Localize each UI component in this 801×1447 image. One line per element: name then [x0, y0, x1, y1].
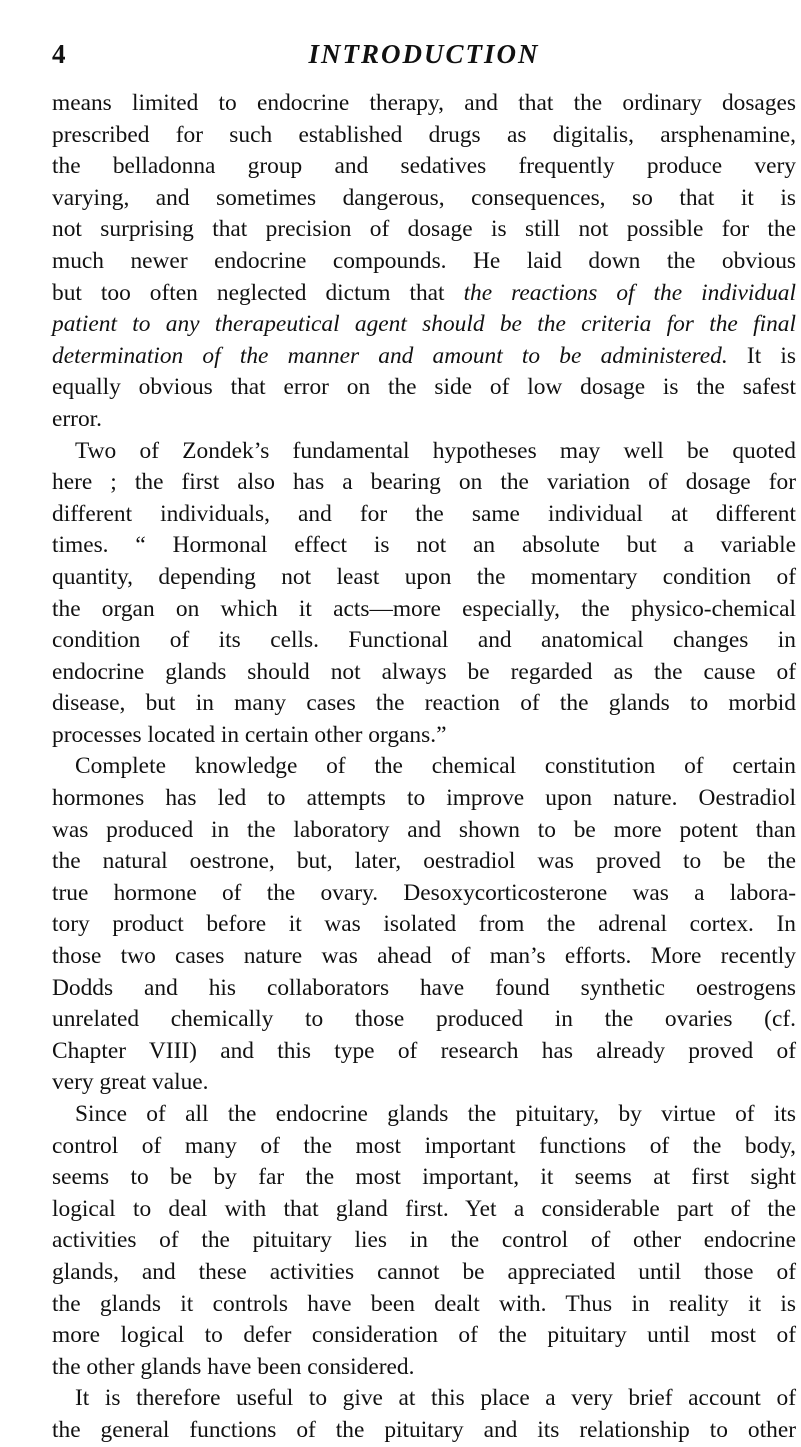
text-line: [52, 751, 796, 783]
text-line: [52, 246, 796, 278]
text-line: [52, 1383, 796, 1415]
text-line: [52, 562, 796, 594]
text-line: [52, 1099, 796, 1131]
text-line: [52, 783, 796, 815]
text-run: Dodds and his collaborators have found synthetic oestrogens: [52, 974, 796, 1001]
text-run: was produced in the laboratory and shown to be more potent than: [52, 816, 796, 843]
body-text: [52, 88, 796, 1447]
text-run: equally obvious that error on the side of low dosage is the safest: [52, 374, 796, 401]
italic-run: the reactions of the individual: [463, 279, 796, 306]
text-run: the other glands have been considered.: [52, 1353, 415, 1380]
text-run: unrelated chemically to those produced in the ovaries (cf.: [52, 1006, 796, 1033]
text-line: [52, 499, 796, 531]
text-run: seems to be by far the most important, it seems at first sight: [52, 1164, 796, 1191]
text-line: [52, 1194, 796, 1226]
text-line: [52, 436, 796, 468]
text-run: hormones has led to attempts to improve upon nature. Oestradiol: [52, 785, 796, 812]
text-run: those two cases nature was ahead of man’s efforts. More recently: [52, 943, 796, 970]
text-run: the natural oestrone, but, later, oestradiol was proved to be the: [52, 848, 796, 875]
text-run: here ; the first also has a bearing on the variation of dosage for: [52, 469, 796, 496]
text-line: [52, 1320, 796, 1352]
text-line: [52, 1415, 796, 1447]
text-run: varying, and sometimes dangerous, consequences, so that it is: [52, 184, 796, 211]
text-run: endocrine glands should not always be regarded as the cause of: [52, 658, 796, 685]
text-run: more logical to defer consideration of the pituitary until most of: [52, 1322, 796, 1349]
text-line: [52, 1036, 796, 1068]
text-line: [52, 1004, 796, 1036]
text-run: very great value.: [52, 1069, 209, 1096]
text-run: true hormone of the ovary. Desoxycorticosterone was a labora-: [52, 879, 796, 906]
text-run: error.: [52, 405, 103, 432]
italic-run: patient to any therapeutical agent should be the criteria for the final: [52, 311, 796, 338]
text-run: glands, and these activities cannot be appreciated until those of: [52, 1258, 796, 1285]
text-line: [52, 1289, 796, 1321]
text-run: means limited to endocrine therapy, and that the ordinary dosages: [52, 90, 796, 116]
text-line: [52, 594, 796, 626]
text-run: logical to deal with that gland first. Yet a considerable part of the: [52, 1195, 796, 1222]
text-line: [52, 151, 796, 183]
text-line: [52, 214, 796, 246]
text-run: activities of the pituitary lies in the control of other endocrine: [52, 1227, 796, 1254]
text-line: [52, 1257, 796, 1289]
text-line: [52, 941, 796, 973]
text-run: Complete knowledge of the chemical constitution of certain: [75, 753, 796, 780]
text-line: [52, 1225, 796, 1257]
book-page: [52, 34, 796, 1447]
text-line: [52, 878, 796, 910]
text-line: [52, 372, 796, 404]
text-run: condition of its cells. Functional and anatomical changes in: [52, 627, 796, 654]
text-line: [52, 341, 796, 373]
text-run: It is therefore useful to give at this place a very brief account of: [75, 1385, 796, 1412]
text-run: prescribed for such established drugs as digitalis, arsphenamine,: [52, 121, 796, 148]
text-run: much newer endocrine compounds. He laid down the obvious: [52, 247, 796, 274]
text-run: processes located in certain other organs.”: [52, 721, 447, 748]
text-run: Chapter VIII) and this type of research has already proved of: [52, 1037, 796, 1064]
text-line: [52, 309, 796, 341]
text-line: [52, 720, 796, 752]
text-line: [52, 973, 796, 1005]
text-line: [52, 625, 796, 657]
text-run: not surprising that precision of dosage is still not possible for the: [52, 216, 796, 243]
text-run: It is: [727, 342, 796, 369]
text-line: [52, 1067, 796, 1099]
text-line: [52, 88, 796, 120]
text-run: quantity, depending not least upon the momentary condition of: [52, 563, 796, 590]
text-line: [52, 467, 796, 499]
text-run: control of many of the most important functions of the body,: [52, 1132, 796, 1159]
text-line: [52, 688, 796, 720]
text-run: tory product before it was isolated from the adrenal cortex. In: [52, 911, 796, 938]
text-line: [52, 815, 796, 847]
text-line: [52, 657, 796, 689]
running-title: INTRODUCTION: [308, 39, 540, 69]
text-line: [52, 1162, 796, 1194]
text-line: [52, 846, 796, 878]
italic-run: determination of the manner and amount to be administered.: [52, 342, 728, 369]
text-run: the belladonna group and sedatives frequently produce very: [52, 153, 796, 180]
text-line: [52, 909, 796, 941]
text-run: the organ on which it acts—more especially, the physico-chemical: [52, 595, 796, 622]
text-line: [52, 278, 796, 310]
text-run: times. “ Hormonal effect is not an absolute but a variable: [52, 532, 796, 559]
text-line: [52, 530, 796, 562]
text-line: [52, 183, 796, 215]
running-head: [52, 34, 796, 74]
text-run: the general functions of the pituitary and its relationship to other: [52, 1416, 796, 1443]
text-run: different individuals, and for the same individual at different: [52, 500, 796, 527]
text-run: Two of Zondek’s fundamental hypotheses may well be quoted: [75, 437, 796, 464]
text-line: [52, 1131, 796, 1163]
text-line: [52, 1352, 796, 1384]
text-run: Since of all the endocrine glands the pituitary, by virtue of its: [75, 1101, 796, 1127]
text-line: [52, 404, 796, 436]
text-run: the glands it controls have been dealt with. Thus in reality it is: [52, 1290, 796, 1317]
page-number: 4: [52, 39, 66, 69]
text-run: but too often neglected dictum that: [52, 279, 445, 306]
text-line: [52, 120, 796, 152]
text-run: disease, but in many cases the reaction of the glands to morbid: [52, 690, 796, 717]
